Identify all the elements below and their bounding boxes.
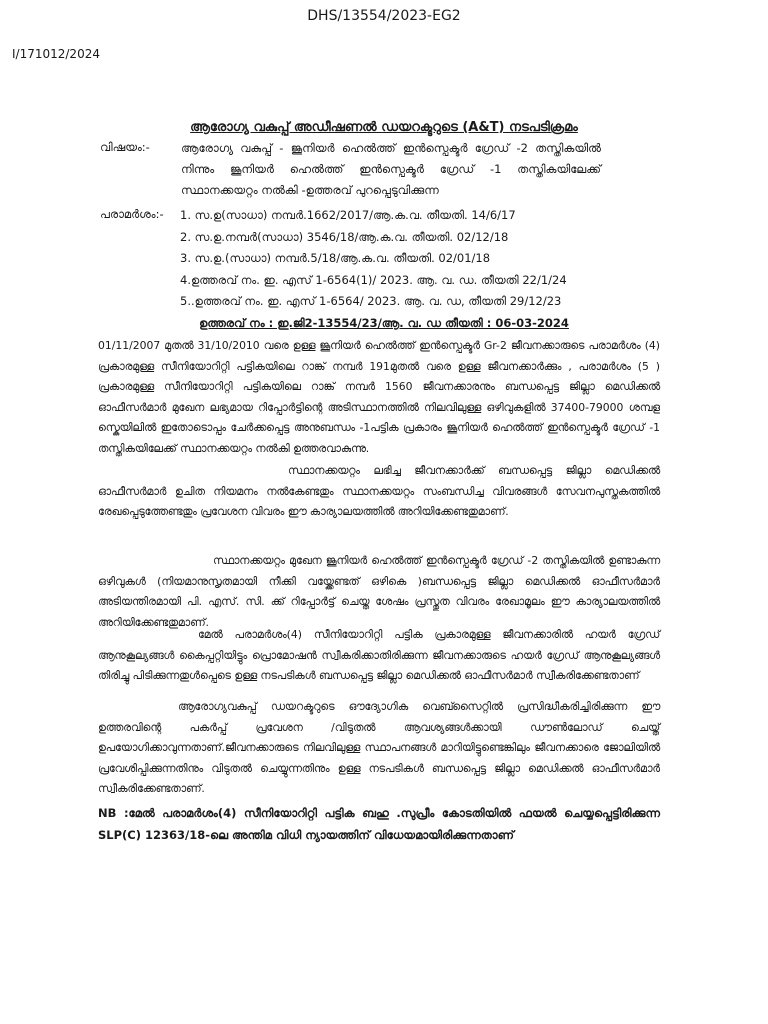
subject-label: വിഷയം:- — [100, 140, 150, 154]
body-paragraph-3 — [98, 551, 660, 633]
references-list — [180, 205, 567, 313]
body-paragraph-5-text: ആരോഗ്യവകുപ്പ് ഡയറക്ടറുടെ ഔദ്യോഗിക വെബ്സൈറ്റിൽ പ്രസിദ്ധീകരിച്ചിരിക്കുന്ന ഈ ഉത്തരവിന്റെ പകർപ്പ് പ്രവേശന /വിടുതൽ ആവശ്യങ്ങൾക്കായി ഡൗൺലോഡ് ചെയ്ത് ഉപയോഗിക്കാവുന്നതാണ്.ജീവനക്കാരുടെ നിലവിലുള്ള സ്ഥാപനങ്ങൾ മാറിയിട്ടുണ്ടെങ്കിലും ജീവനക്കാരെ ജോലിയിൽ പ്രവേശിപ്പിക്കുന്നതിനും വിടുതൽ ചെയ്യുന്നതിനും ഉള്ള നടപടികൾ ബന്ധപ്പെട്ട ജില്ലാ മെഡിക്കൽ ഓഫീസർമാർ സ്വീകരിക്കേണ്ടതാണ്. — [98, 700, 660, 795]
references-label: പരാമർശം:- — [100, 207, 164, 221]
body-paragraph-4 — [98, 625, 660, 687]
body-paragraph-2-text: സ്ഥാനക്കയറ്റം ലഭിച്ച ജീവനക്കാർക്ക് ബന്ധപ്പെട്ട ജില്ലാ മെഡിക്കൽ ഓഫീസർമാർ ഉചിത നിയമനം നൽകേണ്ടതും സ്ഥാനക്കയറ്റം സംബന്ധിച്ച വിവരങ്ങൾ സേവനപുസ്തകത്തിൽ രേഖപ്പെടുത്തേണ്ടതും പ്രവേശന വിവരം ഈ കാര്യാലയത്തിൽ അറിയിക്കേണ്ടതുമാണ്. — [98, 464, 660, 518]
document-reference-code: DHS/13554/2023-EG2 — [307, 8, 461, 24]
body-paragraph-2 — [98, 461, 660, 523]
file-number: I/171012/2024 — [12, 47, 100, 61]
reference-item: 1. സ.ഉ(സാധാ) നമ്പർ.1662/2017/ആ.ക.വ. തീയതി. 14/6/17 — [180, 208, 516, 222]
document-title-text: ആരോഗ്യ വകുപ്പ് അഡീഷണൽ ഡയറക്ടറുടെ (A&T) നടപടിക്രമം — [190, 120, 578, 135]
body-paragraph-4-text: മേൽ പരാമർശം(4) സീനിയോറിറ്റി പട്ടിക പ്രകാരമുള്ള ജീവനക്കാരിൽ ഹയർ ഗ്രേഡ് ആനുകൂല്യങ്ങൾ കൈപ്പറ്റിയിട്ടും പ്രൊമോഷൻ സ്വീകരിക്കാതിരിക്കുന്ന ജീവനക്കാരുടെ ഹയർ ഗ്രേഡ് ആനുകൂല്യങ്ങൾ തിരിച്ചു പിടിക്കുന്നതുൾപ്പെടെ ഉള്ള നടപടികൾ ബന്ധപ്പെട്ട ജില്ലാ മെഡിക്കൽ ഓഫീസർമാർ സ്വീകരിക്കേണ്ടതാണ് — [98, 628, 660, 682]
document-title — [0, 120, 768, 135]
reference-item: 5..ഉത്തരവ് നം. ഇ. എസ് 1-6564/ 2023. ആ. വ. ഡ, തീയതി 29/12/23 — [180, 294, 562, 308]
reference-item: 3. സ.ഉ.(സാധാ) നമ്പർ.5/18/ആ.ക.വ. തീയതി. 02/01/18 — [180, 251, 491, 265]
reference-item: 4.ഉത്തരവ് നം. ഇ. എസ് 1-6564(1)/ 2023. ആ. വ. ഡ. തീയതി 22/1/24 — [180, 272, 567, 287]
body-paragraph-3-text: സ്ഥാനക്കയറ്റം മുഖേന ജൂനിയർ ഹെൽത്ത് ഇൻസ്പെക്ടർ ഗ്രേഡ് -2 തസ്തികയിൽ ഉണ്ടാകുന്ന ഒഴിവുകൾ (നിയമാനുസൃതമായി നീക്കി വയ്ക്കേണ്ടത് ഒഴികെ )ബന്ധപ്പെട്ട ജില്ലാ മെഡിക്കൽ ഓഫീസർമാർ അടിയന്തിരമായി പി. എസ്. സി. ക്ക് റിപ്പോർട്ട് ചെയ്ത ശേഷം പ്രസ്തുത വിവരം രേഖാമൂലം ഈ കാര്യാലയത്തിൽ അറിയിക്കേണ്ടതുമാണ്. — [98, 554, 660, 629]
body-paragraph-5 — [98, 697, 660, 800]
reference-item: 2. സ.ഉ.നമ്പർ(സാധാ) 3546/18/ആ.ക.വ. തീയതി. 02/12/18 — [180, 229, 509, 244]
nota-bene-note: NB :മേൽ പരാമർശം(4) സീനിയോറിറ്റി പട്ടിക ബഹു .സുപ്രീം കോടതിയിൽ ഫയൽ ചെയ്യപ്പെട്ടിരിക്കുന്ന SLP(C) 12363/18-ലെ അന്തിമ വിധി ന്യായത്തിന് വിധേയമായിരിക്കുന്നതാണ് — [98, 806, 660, 842]
subject-text: ആരോഗ്യ വകുപ്പ് - ജൂനിയർ ഹെൽത്ത് ഇൻസ്പെക്ടർ ഗ്രേഡ് -2 തസ്തികയിൽ നിന്നും ജൂനിയർ ഹെൽത്ത് ഇൻസ്പെക്ടർ ഗ്രേഡ് -1 തസ്തികയിലേക്ക് സ്ഥാനക്കയറ്റം നൽകി -ഉത്തരവ് പുറപ്പെടുവിക്കുന്ന — [181, 141, 601, 197]
body-paragraph-1: 01/11/2007 മുതൽ 31/10/2010 വരെ ഉള്ള ജൂനിയർ ഹെൽത്ത് ഇൻസ്പെക്ടർ Gr-2 ജീവനക്കാരുടെ പരാമർശം (4) പ്രകാരമുള്ള സീനിയോറിറ്റി പട്ടികയിലെ റാങ്ക് നമ്പർ 191മുതൽ വരെ ഉള്ള ജീവനക്കാർക്കും , പരാമർശം (5 ) പ്രകാരമുള്ള സീനിയോറിറ്റി പട്ടികയിലെ റാങ്ക് നമ്പർ 1560 ജീവനക്കാരനും ബന്ധപ്പെട്ട ജില്ലാ മെഡിക്കൽ ഓഫീസർമാർ മുഖേന ലഭ്യമായ റിപ്പോർട്ടിന്റെ അടിസ്ഥാനത്തിൽ നിലവിലുള്ള ഒഴിവുകളിൽ 37400-79000 ശമ്പള സ്കെയിലിൽ ഇതോടൊപ്പം ചേർക്കപ്പെട്ട അനുബന്ധം -1പട്ടിക പ്രകാരം ജൂനിയർ ഹെൽത്ത് ഇൻസ്പെക്ടർ ഗ്രേഡ് -1 തസ്തികയിലേക്ക് സ്ഥാനക്കയറ്റം നൽകി ഉത്തരവാകുന്നു. — [98, 339, 660, 455]
order-number-line — [0, 316, 768, 331]
order-number-text: ഉത്തരവ് നം : ഇ.ജി2-13554/23/ആ. വ. ഡ തീയതി : 06-03-2024 — [199, 316, 569, 330]
